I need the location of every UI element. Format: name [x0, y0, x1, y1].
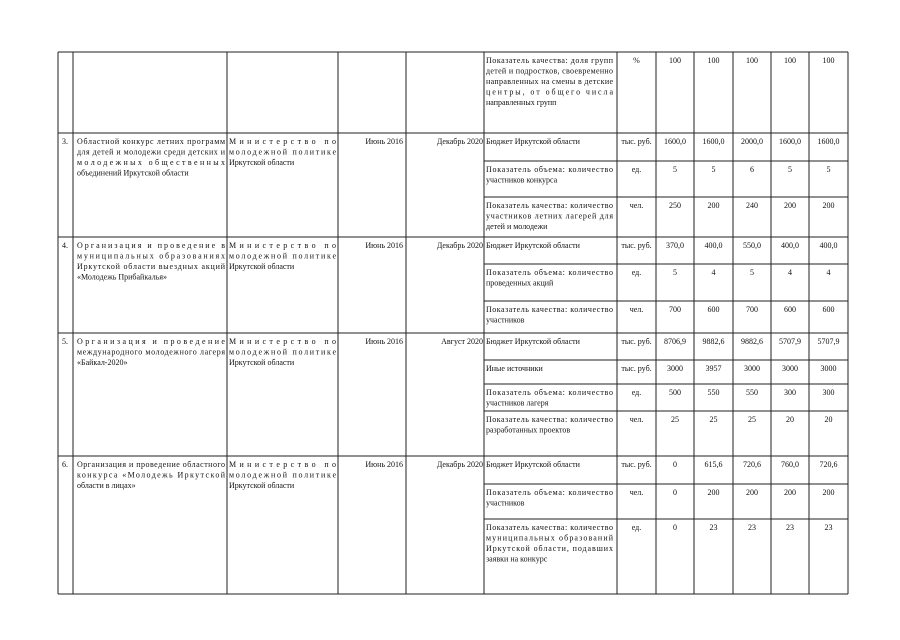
value-cell: 400,0 — [819, 241, 838, 250]
row-number: 4. — [62, 241, 68, 250]
indicator-name-line: направленных групп — [486, 98, 557, 107]
event-name-line: Организация и проведение в — [77, 241, 226, 250]
event-name-line: муниципальных образованиях — [77, 251, 225, 261]
value-cell: 760,0 — [781, 460, 799, 469]
indicator-name-line: Показатель объема: количество — [486, 165, 613, 174]
unit-cell: чел. — [629, 305, 644, 314]
event-name-line: Иркутской области выездных акций — [77, 262, 225, 271]
value-cell: 400,0 — [781, 241, 799, 250]
event-name-line: Организация и проведение — [77, 337, 225, 346]
value-cell: 4 — [788, 268, 792, 277]
indicator-name-line: Показатель объема: количество — [486, 268, 613, 277]
value-cell: 0 — [673, 488, 677, 497]
value-cell: 200 — [746, 488, 758, 497]
event-name-line: молодежных общественных — [77, 158, 226, 167]
executor-line: Иркутской области — [229, 481, 295, 490]
indicator-name-line: Показатель качества: количество — [486, 305, 613, 314]
value-cell: 0 — [673, 523, 677, 532]
value-cell: 9882,6 — [702, 337, 725, 346]
event-name-line: международного молодежного лагеря — [77, 347, 225, 357]
value-cell: 615,6 — [704, 460, 723, 469]
value-cell: 200 — [822, 488, 835, 497]
indicator-name-line: разработанных проектов — [486, 425, 571, 435]
indicator-name-line: детей и молодежи — [486, 222, 548, 231]
start-date: Июнь 2016 — [365, 137, 403, 146]
value-cell: 600 — [784, 305, 796, 314]
indicator-name-line: участников летних лагерей для — [486, 211, 613, 221]
value-cell: 100 — [822, 56, 835, 65]
value-cell: 25 — [748, 415, 756, 424]
indicator-name-line: участников конкурса — [486, 175, 558, 185]
unit-cell: тыс. руб. — [621, 460, 652, 469]
value-cell: 3957 — [705, 364, 722, 373]
value-cell: 1600,0 — [779, 137, 801, 146]
value-cell: 100 — [746, 56, 758, 65]
value-cell: 23 — [709, 523, 718, 532]
value-cell: 23 — [786, 523, 794, 532]
executor-line: Министерство по — [229, 241, 336, 250]
value-cell: 5707,9 — [817, 337, 840, 346]
executor-line: Иркутской области — [229, 358, 295, 367]
indicator-name-line: Показатель качества: доля групп — [486, 56, 613, 65]
value-cell: 100 — [784, 56, 796, 65]
value-cell: 4 — [711, 268, 716, 277]
indicator-name-line: Иные источники — [486, 364, 543, 373]
indicator-name-line: Показатель качества: количество — [486, 523, 613, 532]
event-name-line: объединений Иркутской области — [77, 168, 189, 178]
value-cell: 300 — [822, 388, 835, 397]
unit-cell: тыс. руб. — [621, 337, 652, 346]
unit-cell: тыс. руб. — [621, 137, 652, 146]
value-cell: 25 — [671, 415, 679, 424]
indicator-name-line: Показатель объема: количество — [486, 488, 613, 497]
row-number: 6. — [62, 460, 68, 469]
indicator-name-line: участников лагеря — [486, 398, 549, 408]
end-date: Декабрь 2020 — [436, 137, 483, 146]
unit-cell: тыс. руб. — [621, 241, 652, 250]
unit-cell: ед. — [631, 165, 642, 174]
value-cell: 9882,6 — [741, 337, 763, 346]
indicator-name-line: Иркутской области, подавших — [486, 544, 613, 553]
value-cell: 5 — [711, 165, 716, 174]
executor-line: молодежной политике — [229, 251, 336, 261]
row-number: 5. — [62, 337, 68, 346]
value-cell: 700 — [746, 305, 758, 314]
value-cell: 3000 — [820, 364, 837, 373]
event-name-line: области в лицах» — [77, 481, 136, 490]
indicator-name-line: муниципальных образований — [486, 533, 613, 543]
row-number: 3. — [62, 137, 68, 146]
value-cell: 720,6 — [819, 460, 838, 469]
executor-line: Иркутской области — [229, 158, 295, 167]
event-name-line: «Молодежь Прибайкалья» — [77, 272, 168, 282]
indicator-name-line: заявки на конкурс — [486, 554, 548, 564]
indicator-name-line: Показатель объема: количество — [486, 388, 613, 397]
value-cell: 5 — [826, 165, 831, 174]
unit-cell: чел. — [629, 201, 644, 210]
start-date: Июнь 2016 — [365, 337, 403, 346]
value-cell: 5 — [750, 268, 754, 277]
value-cell: 1600,0 — [817, 137, 840, 146]
end-date: Декабрь 2020 — [436, 241, 483, 250]
start-date: Июнь 2016 — [365, 241, 403, 250]
indicator-name-line: Бюджет Иркутской области — [486, 137, 580, 146]
event-name-line: Организация и проведение областного — [77, 460, 225, 469]
value-cell: 5 — [788, 165, 792, 174]
value-cell: 550 — [707, 388, 720, 397]
indicator-name-line: центры, от общего числа — [486, 87, 613, 97]
value-cell: 4 — [826, 268, 831, 277]
value-cell: 250 — [669, 201, 681, 210]
value-cell: 550 — [746, 388, 758, 397]
value-cell: 3000 — [667, 364, 683, 373]
value-cell: 300 — [784, 388, 796, 397]
value-cell: 200 — [707, 201, 720, 210]
value-cell: 600 — [822, 305, 835, 314]
value-cell: 550,0 — [743, 241, 761, 250]
value-cell: 8706,9 — [664, 337, 686, 346]
value-cell: 370,0 — [666, 241, 684, 250]
value-cell: 720,6 — [743, 460, 761, 469]
value-cell: 400,0 — [704, 241, 723, 250]
value-cell: 700 — [669, 305, 681, 314]
value-cell: 600 — [707, 305, 720, 314]
indicator-name-line: участников — [486, 315, 525, 325]
event-name-line: «Байкал-2020» — [77, 358, 128, 367]
value-cell: 23 — [824, 523, 833, 532]
end-date: Август 2020 — [441, 337, 483, 346]
executor-line: Министерство по — [229, 337, 336, 346]
indicator-name-line: Бюджет Иркутской области — [486, 241, 580, 250]
unit-cell: ед. — [631, 523, 642, 532]
indicator-name-line: Бюджет Иркутской области — [486, 337, 580, 346]
value-cell: 5 — [673, 268, 677, 277]
unit-cell: чел. — [629, 488, 644, 497]
end-date: Декабрь 2020 — [436, 460, 483, 469]
value-cell: 200 — [784, 201, 796, 210]
indicator-name-line: Показатель качества: количество — [486, 415, 613, 424]
value-cell: 240 — [746, 201, 758, 210]
value-cell: 500 — [669, 388, 681, 397]
executor-line: Иркутской области — [229, 262, 295, 271]
value-cell: 0 — [673, 460, 677, 469]
indicator-name-line: проведенных акций — [486, 278, 554, 288]
value-cell: 25 — [709, 415, 718, 424]
event-name-line: для детей и молодежи среди детских и — [77, 147, 225, 157]
unit-cell: тыс. руб. — [621, 364, 652, 373]
executor-line: Министерство по — [229, 137, 336, 146]
value-cell: 5 — [673, 165, 677, 174]
indicator-name-line: детей и подростков, своевременно — [486, 66, 613, 76]
value-cell: 23 — [748, 523, 756, 532]
indicator-name-line: направленных на смены в детские — [486, 77, 613, 86]
value-cell: 6 — [750, 165, 754, 174]
indicator-name-line: Бюджет Иркутской области — [486, 460, 580, 469]
value-cell: 100 — [707, 56, 720, 65]
indicator-name-line: участников — [486, 498, 525, 508]
value-cell: 1600,0 — [664, 137, 686, 146]
unit-cell: % — [633, 56, 640, 65]
value-cell: 100 — [669, 56, 681, 65]
executor-line: молодежной политике — [229, 147, 336, 157]
executor-line: Министерство по — [229, 460, 336, 469]
event-name-line: Областной конкурс летних программ — [77, 137, 225, 146]
executor-line: молодежной политике — [229, 347, 336, 357]
value-cell: 20 — [786, 415, 794, 424]
value-cell: 1600,0 — [702, 137, 725, 146]
executor-line: молодежной политике — [229, 470, 336, 480]
value-cell: 20 — [824, 415, 833, 424]
indicator-name-line: Показатель качества: количество — [486, 201, 613, 210]
value-cell: 200 — [822, 201, 835, 210]
value-cell: 2000,0 — [741, 137, 763, 146]
value-cell: 5707,9 — [779, 337, 801, 346]
unit-cell: чел. — [629, 415, 644, 424]
event-name-line: конкурса «Молодежь Иркутской — [77, 470, 225, 480]
unit-cell: ед. — [631, 388, 642, 397]
start-date: Июнь 2016 — [365, 460, 403, 469]
value-cell: 200 — [707, 488, 720, 497]
value-cell: 3000 — [782, 364, 798, 373]
value-cell: 200 — [784, 488, 796, 497]
value-cell: 3000 — [744, 364, 760, 373]
unit-cell: ед. — [631, 268, 642, 277]
